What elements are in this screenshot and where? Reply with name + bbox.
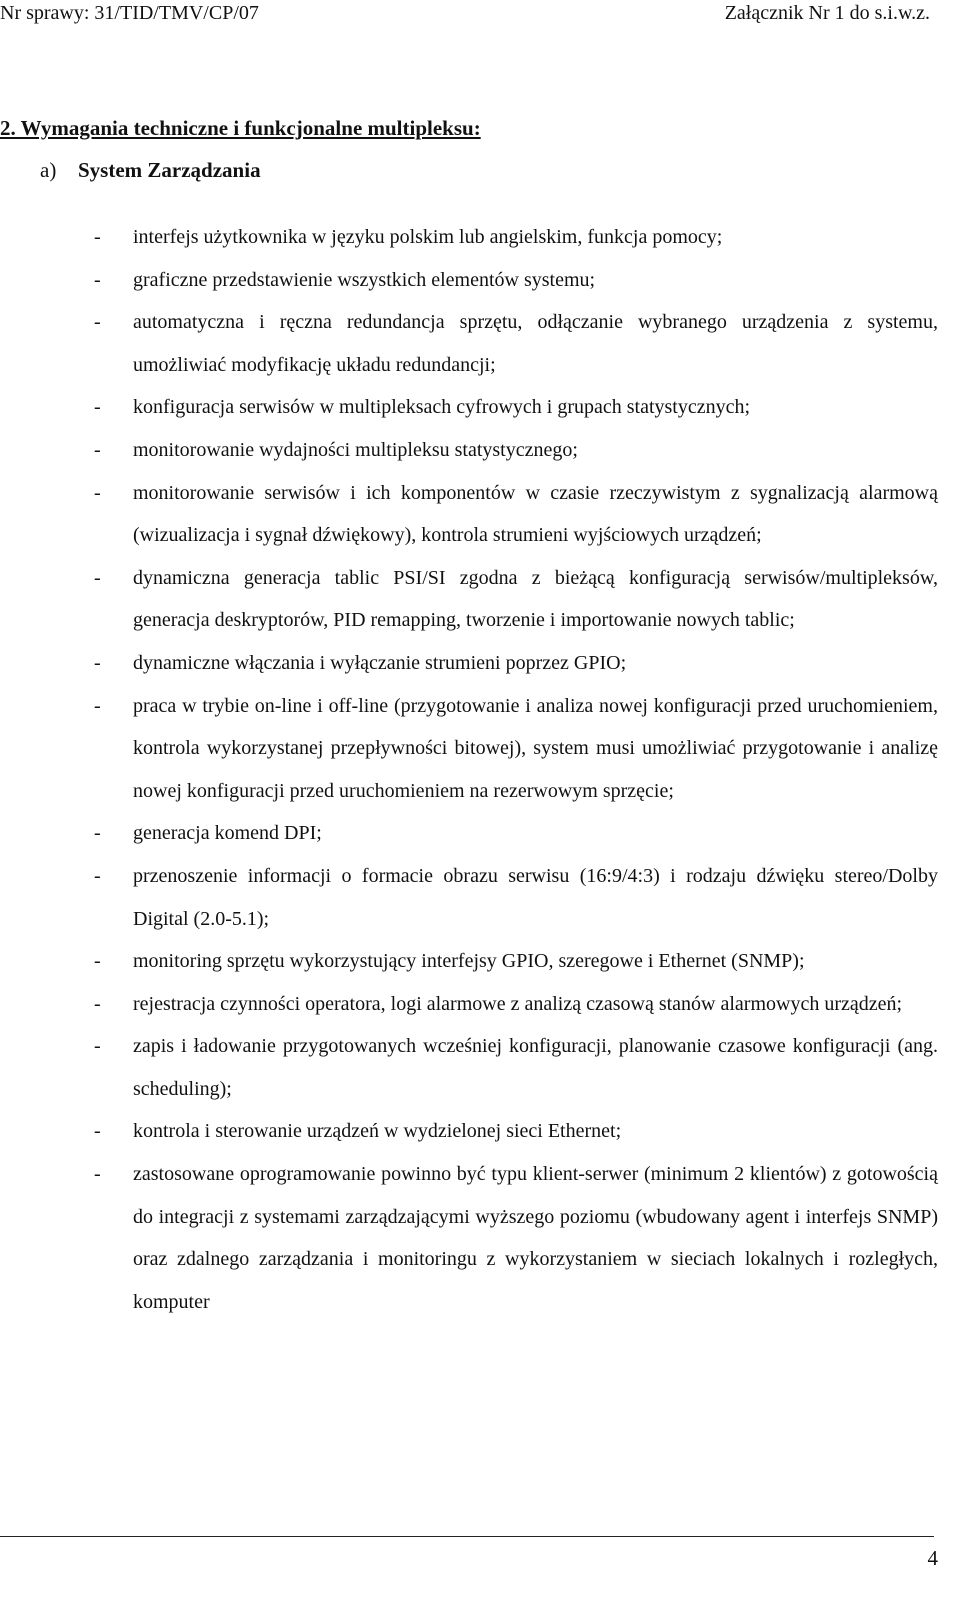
list-item-text: zapis i ładowanie przygotowanych wcześniej konfiguracji, planowanie czasowe konfiguracji (ang. scheduling); (133, 1035, 938, 1100)
list-item-text: przenoszenie informacji o formacie obrazu serwisu (16:9/4:3) i rodzaju dźwięku stereo/Dolby Digital (2.0-5.1); (133, 864, 938, 930)
list-item (0, 855, 960, 940)
list-bullet-dash: - (94, 950, 101, 973)
list-item (0, 685, 960, 813)
subsection-title: System Zarządzania (78, 158, 261, 182)
list-item (0, 301, 960, 386)
list-item-text: interfejs użytkownika w języku polskim lub angielskim, funkcja pomocy; (133, 226, 723, 248)
list-item-text: automatyczna i ręczna redundancja sprzętu, odłączanie wybranego urządzenia z systemu, umożliwiać modyfikację układu redundancji; (133, 311, 938, 376)
list-item (0, 429, 960, 472)
list-item-text: graficzne przedstawienie wszystkich elementów systemu; (133, 268, 596, 291)
list-item (0, 1153, 960, 1323)
requirements-list (0, 216, 960, 1323)
list-item-text: generacja komend DPI; (133, 822, 322, 845)
list-bullet-dash: - (94, 822, 101, 845)
list-item-text: praca w trybie on-line i off-line (przygotowanie i analiza nowej konfiguracji przed uruchomieniem, kontrola wykorzystanej przepływności bitowej), system musi umożliwiać przygotowanie i analizę nowej konfiguracji przed uruchomieniem na rezerwowym sprzęcie; (133, 694, 938, 802)
list-item (0, 642, 960, 685)
list-item (0, 472, 960, 557)
list-bullet-dash: - (94, 1163, 101, 1186)
list-bullet-dash: - (94, 1035, 101, 1058)
list-bullet-dash: - (94, 864, 101, 887)
list-item (0, 216, 960, 259)
section-heading: 2. Wymagania techniczne i funkcjonalne multipleksu: (0, 116, 481, 140)
list-item-text: dynamiczna generacja tablic PSI/SI zgodna z bieżącą konfiguracją serwisów/multipleksów, generacja deskryptorów, PID remapping, tworzenie i importowanie nowych tablic; (133, 566, 938, 632)
subsection-heading (40, 158, 261, 183)
list-item (0, 386, 960, 429)
subsection-marker: a) (40, 158, 57, 182)
list-bullet-dash: - (94, 566, 101, 589)
list-bullet-dash: - (94, 268, 101, 291)
list-item-text: monitorowanie serwisów i ich komponentów w czasie rzeczywistym z sygnalizacją alarmową (wizualizacja i sygnał dźwiękowy), kontrola strumieni wyjściowych urządzeń; (133, 481, 938, 547)
list-item-text: konfiguracja serwisów w multipleksach cyfrowych i grupach statystycznych; (133, 396, 751, 419)
list-item (0, 557, 960, 642)
list-item (0, 940, 960, 983)
page-number: 4 (927, 1546, 938, 1570)
list-item-text: kontrola i sterowanie urządzeń w wydzielonej sieci Ethernet; (133, 1120, 622, 1143)
list-bullet-dash: - (94, 438, 101, 461)
list-item (0, 983, 960, 1026)
list-bullet-dash: - (94, 1120, 101, 1143)
attachment-label: Załącznik Nr 1 do s.i.w.z. (724, 2, 930, 24)
list-bullet-dash: - (94, 694, 101, 717)
list-bullet-dash: - (94, 481, 101, 504)
list-bullet-dash: - (94, 396, 101, 419)
list-bullet-dash: - (94, 992, 101, 1015)
list-bullet-dash: - (94, 311, 101, 334)
list-item (0, 812, 960, 855)
list-item-text: rejestracja czynności operatora, logi alarmowe z analizą czasową stanów alarmowych urządzeń; (133, 992, 903, 1015)
page-header (0, 2, 960, 32)
list-item (0, 1025, 960, 1110)
list-item-text: dynamiczne włączania i wyłączanie strumieni poprzez GPIO; (133, 651, 627, 674)
list-item (0, 1110, 960, 1153)
list-bullet-dash: - (94, 651, 101, 674)
footer-divider (0, 1536, 934, 1537)
list-item (0, 259, 960, 302)
list-item-text: zastosowane oprogramowanie powinno być typu klient-serwer (minimum 2 klientów) z gotowością do integracji z systemami zarządzającymi wyższego poziomu (wbudowany agent i interfejs SNMP) oraz zdalnego zarządzania i monitoringu z wykorzystaniem w sieciach lokalnych i rozległych, komputer (133, 1163, 938, 1313)
case-number: Nr sprawy: 31/TID/TMV/CP/07 (0, 2, 259, 24)
list-item-text: monitoring sprzętu wykorzystujący interfejsy GPIO, szeregowe i Ethernet (SNMP); (133, 950, 805, 973)
list-bullet-dash: - (94, 226, 101, 248)
list-item-text: monitorowanie wydajności multipleksu statystycznego; (133, 438, 578, 461)
